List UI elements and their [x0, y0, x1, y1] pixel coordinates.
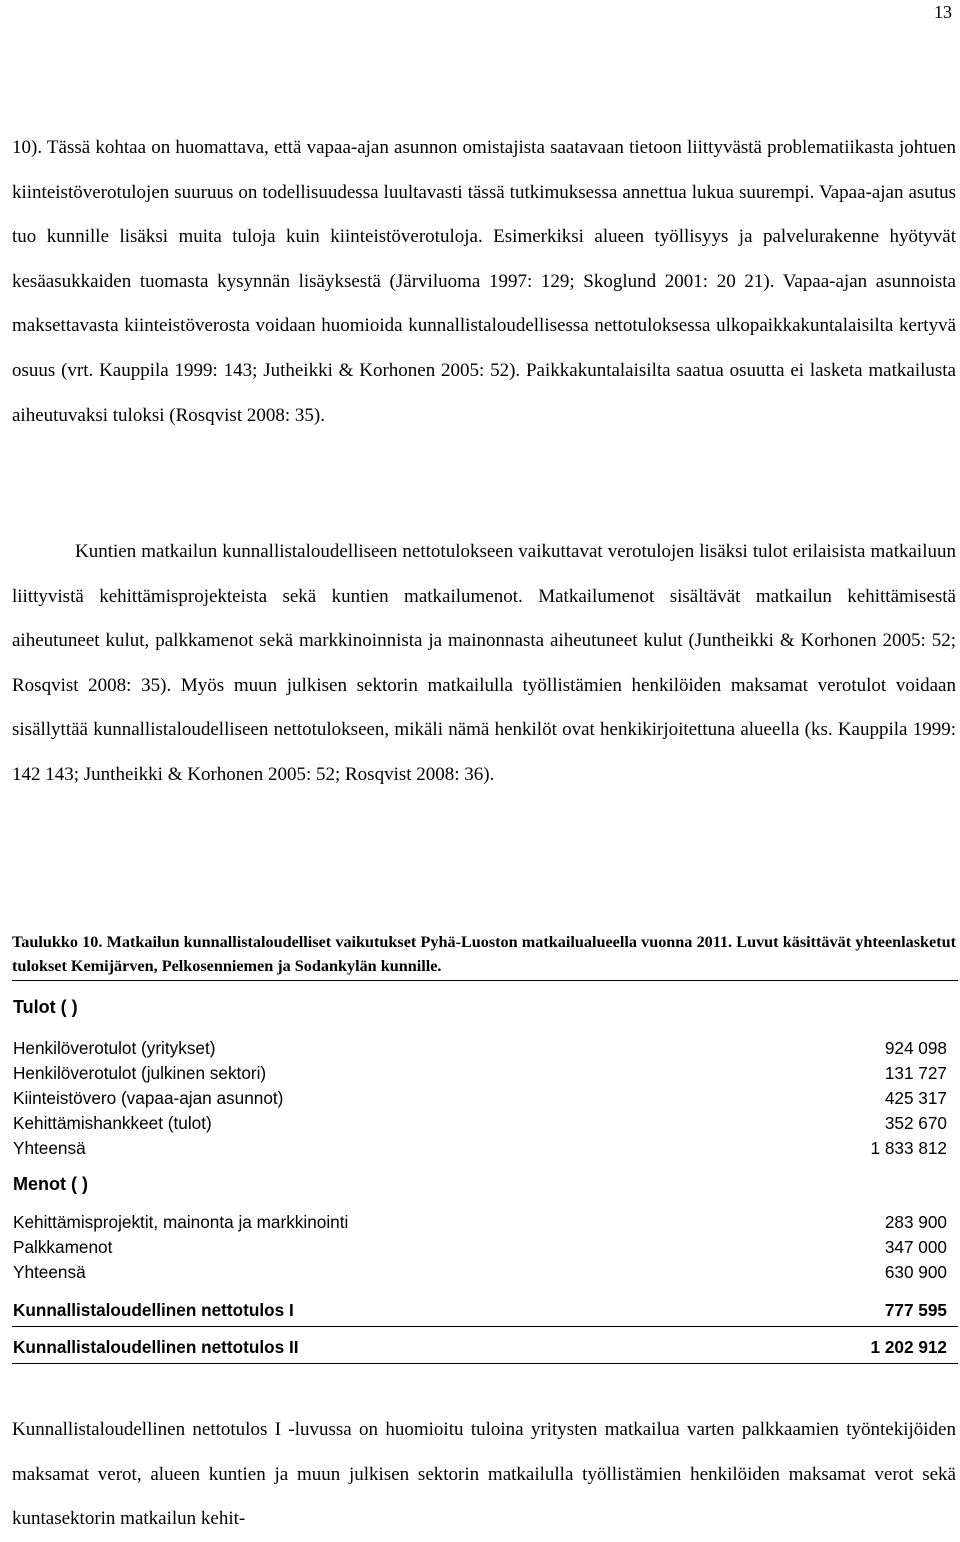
paragraph-3-text: Kunnallistaloudellinen nettotulos I -luvussa on huomioitu tuloina yritysten matkailua varten palkkaamien työntekijöiden maksamat verot, alueen kuntien ja muun julkisen sektorin matkailulla työllistämien henkilöiden maksamat verot sekä kuntasektorin matkailun kehit-: [12, 1419, 956, 1530]
row-value: 131 727: [884, 1063, 947, 1083]
row-value: 283 900: [884, 1212, 947, 1232]
table-row: [13, 1136, 947, 1161]
row-value: 347 000: [884, 1237, 947, 1257]
table-row: [13, 1061, 947, 1086]
net-result-2-label: Kunnallistaloudellinen nettotulos II: [13, 1337, 299, 1357]
net-result-1-label: Kunnallistaloudellinen nettotulos I: [13, 1300, 294, 1320]
table-row: [13, 1036, 947, 1061]
row-label: Yhteensä: [13, 1262, 86, 1282]
net-result-1-value: 777 595: [884, 1300, 947, 1320]
table-row: [13, 1260, 947, 1285]
income-table: [13, 1036, 947, 1161]
row-value: 1 833 812: [870, 1138, 947, 1158]
row-label: Kehittämishankkeet (tulot): [13, 1113, 212, 1133]
table-caption: Taulukko 10. Matkailun kunnallistaloudelliset vaikutukset Pyhä-Luoston matkailualueella vuonna 2011. Luvut käsittävät yhteenlasketut tulokset Kemijärven, Pelkosenniemen ja Sodankylän kunnille.: [12, 933, 956, 975]
row-label: Kiinteistövero (vapaa-ajan asunnot): [13, 1088, 284, 1108]
row-value: 630 900: [884, 1262, 947, 1282]
income-title: Tulot ( ): [13, 997, 78, 1017]
paragraph-3: [12, 1408, 956, 1542]
net-result-2: [13, 1337, 947, 1358]
row-label: Palkkamenot: [13, 1237, 113, 1257]
page-number: 13: [934, 2, 952, 22]
net-result-2-value: 1 202 912: [870, 1337, 947, 1357]
table-row: [13, 1235, 947, 1260]
expense-title: Menot ( ): [13, 1174, 88, 1194]
table-row: [13, 1210, 947, 1235]
paragraph-1: [12, 126, 956, 438]
net-result-1: [13, 1300, 947, 1321]
row-label: Henkilöverotulot (julkinen sektori): [13, 1063, 267, 1083]
row-label: Henkilöverotulot (yritykset): [13, 1038, 216, 1058]
table-row: [13, 1111, 947, 1136]
table-row: [13, 1086, 947, 1111]
net-result-2-rule: [12, 1363, 958, 1364]
expense-table: [13, 1210, 947, 1285]
row-value: 425 317: [884, 1088, 947, 1108]
row-value: 924 098: [884, 1038, 947, 1058]
paragraph-1-text: 10). Tässä kohtaa on huomattava, että vapaa-ajan asunnon omistajista saatavaan tietoon liittyvästä problematiikasta johtuen kiinteistöverotulojen suuruus on todellisuudessa luultavasti tässä tutkimuksessa annettua lukua suurempi. Vapaa-ajan asutus tuo kunnille lisäksi muita tuloja kuin kiinteistöverotuloja. Esimerkiksi alueen työllisyys ja palvelurakenne hyötyvät kesäasukkaiden tuomasta kysynnän lisäyksestä (Järviluoma 1997: 129; Skoglund 2001: 20 21). Vapaa-ajan asunnoista maksettavasta kiinteistöverosta voidaan huomioida kunnallistaloudellisessa nettotuloksessa ulkopaikkakuntalaisilta kertyvä osuus (vrt. Kauppila 1999: 143; Jutheikki & Korhonen 2005: 52). Paikkakuntalaisilta saatua osuutta ei lasketa matkailusta aiheutuvaksi tuloksi (Rosqvist 2008: 35).: [12, 137, 956, 426]
row-value: 352 670: [884, 1113, 947, 1133]
table-top-rule: [12, 980, 958, 981]
paragraph-2: [12, 530, 956, 798]
row-label: Kehittämisprojektit, mainonta ja markkinointi: [13, 1212, 349, 1232]
net-result-1-rule: [12, 1326, 958, 1327]
paragraph-2-text: Kuntien matkailun kunnallistaloudelliseen nettotulokseen vaikuttavat verotulojen lisäksi tulot erilaisista matkailuun liittyvistä kehittämisprojekteista sekä kuntien matkailumenot. Matkailumenot sisältävät matkailun kehittämisestä aiheutuneet kulut, palkkamenot sekä markkinoinnista ja mainonnasta aiheutuneet kulut (Juntheikki & Korhonen 2005: 52; Rosqvist 2008: 35). Myös muun julkisen sektorin matkailulla työllistämien henkilöiden maksamat verotulot voidaan sisällyttää kunnallistaloudelliseen nettotulokseen, mikäli nämä henkilöt ovat henkikirjoitettuna alueella (ks. Kauppila 1999: 142 143; Juntheikki & Korhonen 2005: 52; Rosqvist 2008: 36).: [12, 541, 956, 785]
row-label: Yhteensä: [13, 1138, 86, 1158]
